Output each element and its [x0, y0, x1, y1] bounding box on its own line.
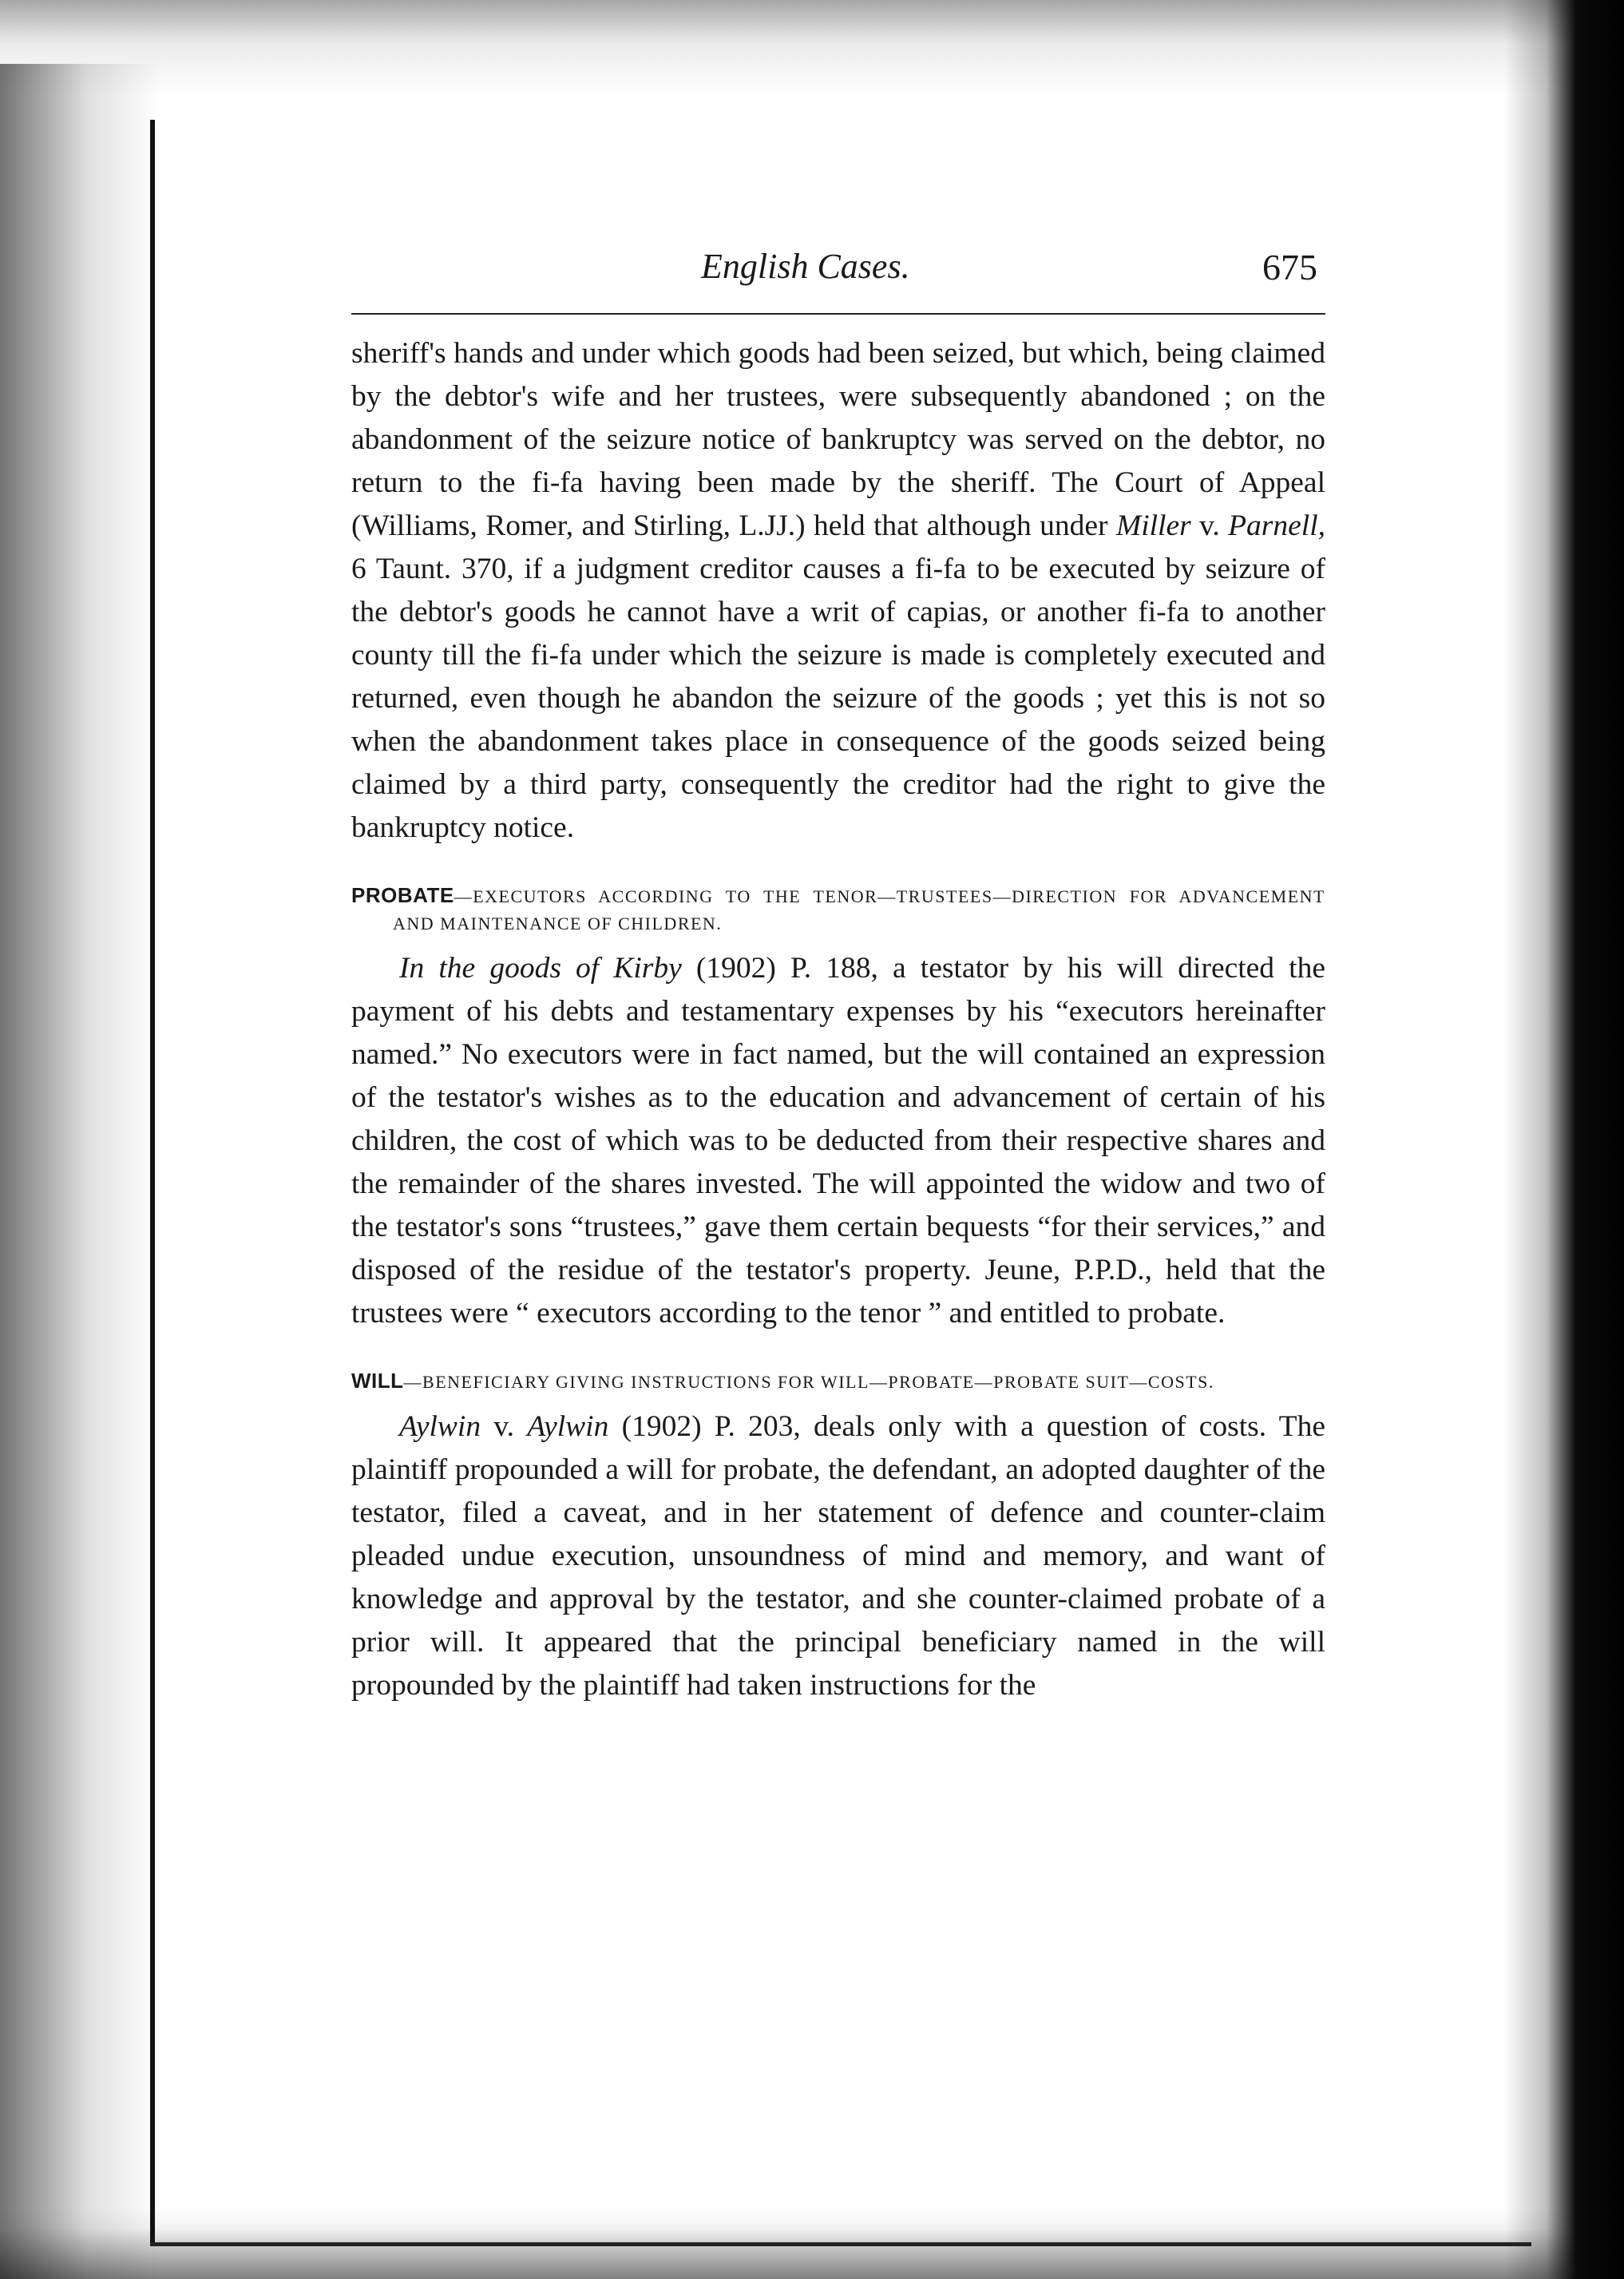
versus: v. — [1190, 509, 1229, 542]
section-heading-will — [351, 1367, 1325, 1396]
paragraph-text: (1902) P. 188, a testator by his will directed the payment of his debts and testamentary expenses by his “executors hereinafter named.” No executors were in fact named, but the will contained an expression of the testator's wishes as to the education and advancement of certain of his children, the cost of which was to be deducted from their respective shares and the remainder of the shares invested. The will appointed the widow and two of the testator's sons “trustees,” gave them certain bequests “for their services,” and disposed of the residue of the testator's property. Jeune, P.P.D., held that the trustees were “ executors according to the tenor ” and entitled to probate. — [351, 952, 1325, 1330]
case-name: Miller — [1115, 509, 1191, 542]
paragraph-text: 6 Taunt. 370, if a judgment creditor causes a fi-fa to be executed by seizure of the debtor's goods he cannot have a writ of capias, or another fi-fa to another county till the fi-fa under which the seizure is made is completely executed and returned, even though he abandon the seizure of the goods ; yet this is not so when the abandonment takes place in consequence of the goods seized being claimed by a third party, consequently the creditor had the right to give the bankruptcy notice. — [351, 553, 1325, 844]
page-number: 675 — [1262, 247, 1317, 287]
running-head: English Cases. — [701, 247, 910, 286]
section-lead: WILL — [351, 1369, 404, 1393]
scan-shadow-left — [0, 64, 160, 2279]
case-name: Aylwin — [399, 1410, 481, 1443]
book-page — [351, 240, 1325, 1707]
page-body — [351, 332, 1325, 1707]
case-name: Aylwin — [527, 1410, 609, 1443]
page-edge-left — [150, 120, 155, 2244]
will-paragraph — [351, 1405, 1325, 1707]
versus: v. — [481, 1410, 528, 1443]
paragraph-text: sheriff's hands and under which goods had been seized, but which, being claimed by the debtor's wife and her trustees, were subsequently abandoned ; on the abandonment of the seizure notice of bankruptcy was served on the debtor, no return to the fi-fa having been made by the sheriff. The Court of Appeal (Williams, Romer, and Stirling, L.JJ.) held that although under — [351, 337, 1325, 542]
probate-paragraph — [351, 947, 1325, 1335]
paragraph-text: (1902) P. 203, deals only with a question of costs. The plaintiff propounded a will for probate, the defendant, an adopted daughter of the testator, filed a caveat, and in her statement of defence and counter-claim pleaded undue execution, unsoundness of mind and memory, and want of knowledge and approval by the testator, and she counter-claimed probate of a prior will. It appeared that the principal beneficiary named in the will propounded by the plaintiff had taken instructions for the — [351, 1410, 1325, 1702]
scan-shadow-top — [0, 0, 1624, 96]
case-name: Parnell, — [1228, 509, 1325, 542]
section-subheading: —BENEFICIARY GIVING INSTRUCTIONS FOR WILL—PROBATE—PROBATE SUIT—COSTS. — [403, 1372, 1214, 1392]
case-name: In the goods of Kirby — [399, 952, 682, 985]
page-edge-bottom — [150, 2242, 1531, 2246]
scan-binding-shadow — [1504, 0, 1624, 2279]
section-lead: PROBATE — [351, 883, 454, 907]
continued-paragraph — [351, 332, 1325, 850]
page-header — [351, 240, 1325, 315]
section-heading-probate — [351, 882, 1325, 937]
section-subheading: —EXECUTORS ACCORDING TO THE TENOR—TRUSTEES—DIRECTION FOR ADVANCEMENT AND MAINTENANCE OF CHILDREN. — [393, 886, 1325, 933]
